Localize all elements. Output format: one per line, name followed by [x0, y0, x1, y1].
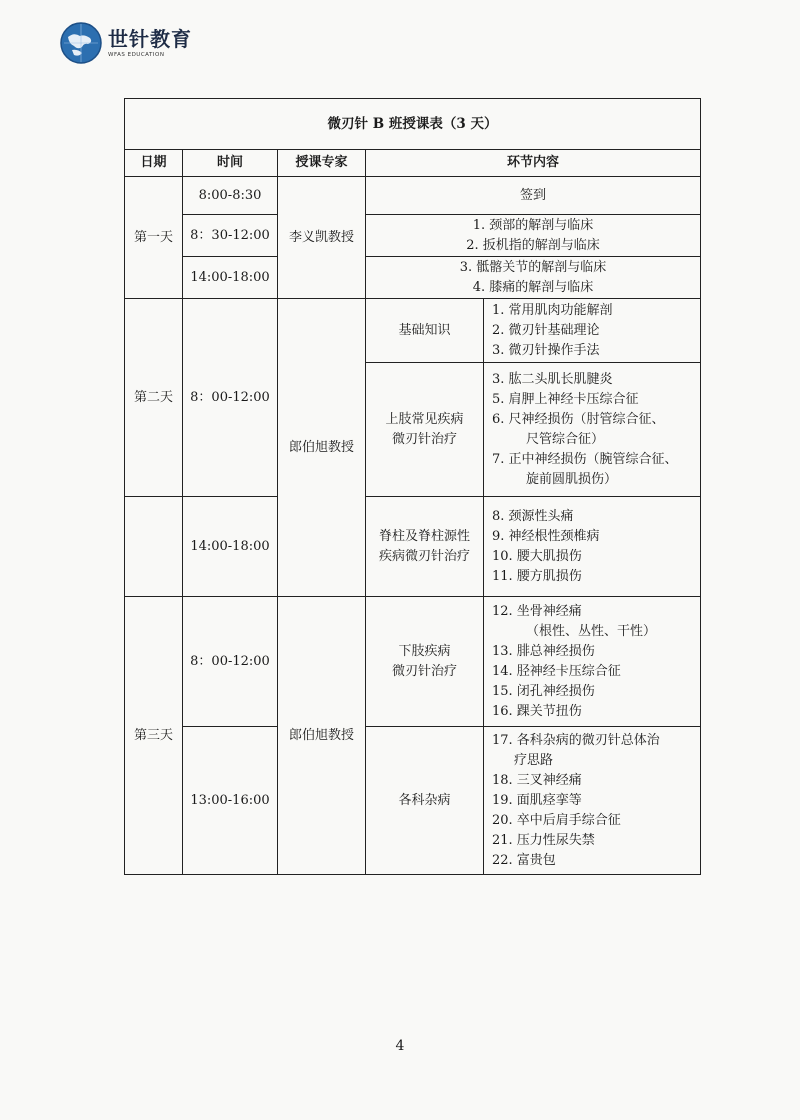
header-content: 环节内容 — [366, 150, 701, 177]
topic-name-line: 微刃针治疗 — [391, 663, 457, 679]
list-item: 旋前圆肌损伤） — [526, 471, 618, 487]
list-item: 14. 胫神经卡压综合征 — [492, 663, 621, 679]
list-item: 17. 各科杂病的微刃针总体治 — [492, 732, 660, 748]
day1-slot1-content: 签到 — [366, 177, 701, 215]
table-title: 微刃针 B 班授课表（3 天） — [125, 99, 701, 150]
list-item: 疗思路 — [514, 752, 554, 768]
day2-topic3-name — [366, 497, 484, 597]
list-item: 9. 神经根性颈椎病 — [492, 528, 600, 544]
day3-expert: 郎伯旭教授 — [278, 597, 366, 875]
header-time: 时间 — [183, 150, 278, 177]
list-item: 11. 腰方肌损伤 — [492, 568, 582, 584]
table-row — [125, 257, 701, 299]
topic-name-line: 下肢疾病 — [398, 643, 451, 659]
list-item: 7. 正中神经损伤（腕管综合征、 — [492, 451, 678, 467]
topic-name-line: 脊柱及脊柱源性 — [378, 528, 470, 544]
list-item: 8. 颈源性头痛 — [492, 508, 574, 524]
day1-slot1-time: 8:00-8:30 — [183, 177, 278, 215]
list-item: 尺管综合征） — [526, 431, 605, 447]
day3-date: 第三天 — [125, 597, 183, 875]
day2-date-continued — [125, 497, 183, 597]
day2-time-am: 8：00-12:00 — [183, 299, 278, 497]
day3-topic1-items — [484, 597, 701, 727]
table-row — [125, 215, 701, 257]
page-number: 4 — [395, 1038, 405, 1054]
topic-name-line: 上肢常见疾病 — [385, 411, 464, 427]
list-item: 4. 膝痛的解剖与临床 — [472, 279, 594, 295]
logo-name-cn: 世针教育 — [108, 27, 192, 51]
list-item: 15. 闭孔神经损伤 — [492, 683, 595, 699]
list-item: 21. 压力性尿失禁 — [492, 832, 595, 848]
day3-time-am: 8：00-12:00 — [183, 597, 278, 727]
header-date: 日期 — [125, 150, 183, 177]
day2-date: 第二天 — [125, 299, 183, 497]
list-item: （根性、丛性、干性） — [526, 623, 657, 639]
day3-time-pm: 13:00-16:00 — [183, 727, 278, 875]
day2-topic3-items — [484, 497, 701, 597]
day2-topic1-name: 基础知识 — [366, 299, 484, 363]
day1-slot2-content — [366, 215, 701, 257]
table-row — [125, 497, 701, 597]
day2-time-pm: 14:00-18:00 — [183, 497, 278, 597]
table-row — [125, 727, 701, 875]
list-item: 10. 腰大肌损伤 — [492, 548, 582, 564]
table-row — [125, 299, 701, 363]
list-item: 22. 富贵包 — [492, 852, 556, 868]
list-item: 6. 尺神经损伤（肘管综合征、 — [492, 411, 665, 427]
list-item: 2. 微刃针基础理论 — [492, 322, 600, 338]
day2-expert: 郎伯旭教授 — [278, 299, 366, 597]
topic-name-line: 疾病微刃针治疗 — [378, 548, 470, 564]
globe-logo-icon — [60, 22, 102, 64]
list-item: 2. 扳机指的解剖与临床 — [466, 237, 600, 253]
topic-name-line: 微刃针治疗 — [391, 431, 457, 447]
logo-name-en: WFAS EDUCATION — [108, 52, 165, 58]
list-item: 13. 腓总神经损伤 — [492, 643, 595, 659]
day1-expert: 李义凯教授 — [278, 177, 366, 299]
list-item: 1. 颈部的解剖与临床 — [472, 217, 594, 233]
list-item: 3. 微刃针操作手法 — [492, 342, 600, 358]
day1-slot3-time: 14:00-18:00 — [183, 257, 278, 299]
list-item: 19. 面肌痉挛等 — [492, 792, 582, 808]
day1-slot3-content — [366, 257, 701, 299]
day2-topic2-name — [366, 363, 484, 497]
day3-topic1-name — [366, 597, 484, 727]
header-expert: 授课专家 — [278, 150, 366, 177]
schedule-table — [124, 98, 701, 875]
day2-topic1-items — [484, 299, 701, 363]
list-item: 12. 坐骨神经痛 — [492, 603, 582, 619]
day1-date: 第一天 — [125, 177, 183, 299]
logo — [60, 22, 192, 64]
table-row — [125, 177, 701, 215]
list-item: 3. 骶髂关节的解剖与临床 — [459, 259, 607, 275]
list-item: 1. 常用肌肉功能解剖 — [492, 302, 613, 318]
day3-topic2-items — [484, 727, 701, 875]
list-item: 5. 肩胛上神经卡压综合征 — [492, 391, 639, 407]
list-item: 20. 卒中后肩手综合征 — [492, 812, 621, 828]
header-row — [125, 150, 701, 177]
day2-topic2-items — [484, 363, 701, 497]
list-item: 16. 踝关节扭伤 — [492, 703, 582, 719]
list-item: 3. 肱二头肌长肌腱炎 — [492, 371, 613, 387]
list-item: 18. 三叉神经痛 — [492, 772, 582, 788]
day1-slot2-time: 8：30-12:00 — [183, 215, 278, 257]
day3-topic2-name: 各科杂病 — [366, 727, 484, 875]
table-row — [125, 597, 701, 727]
